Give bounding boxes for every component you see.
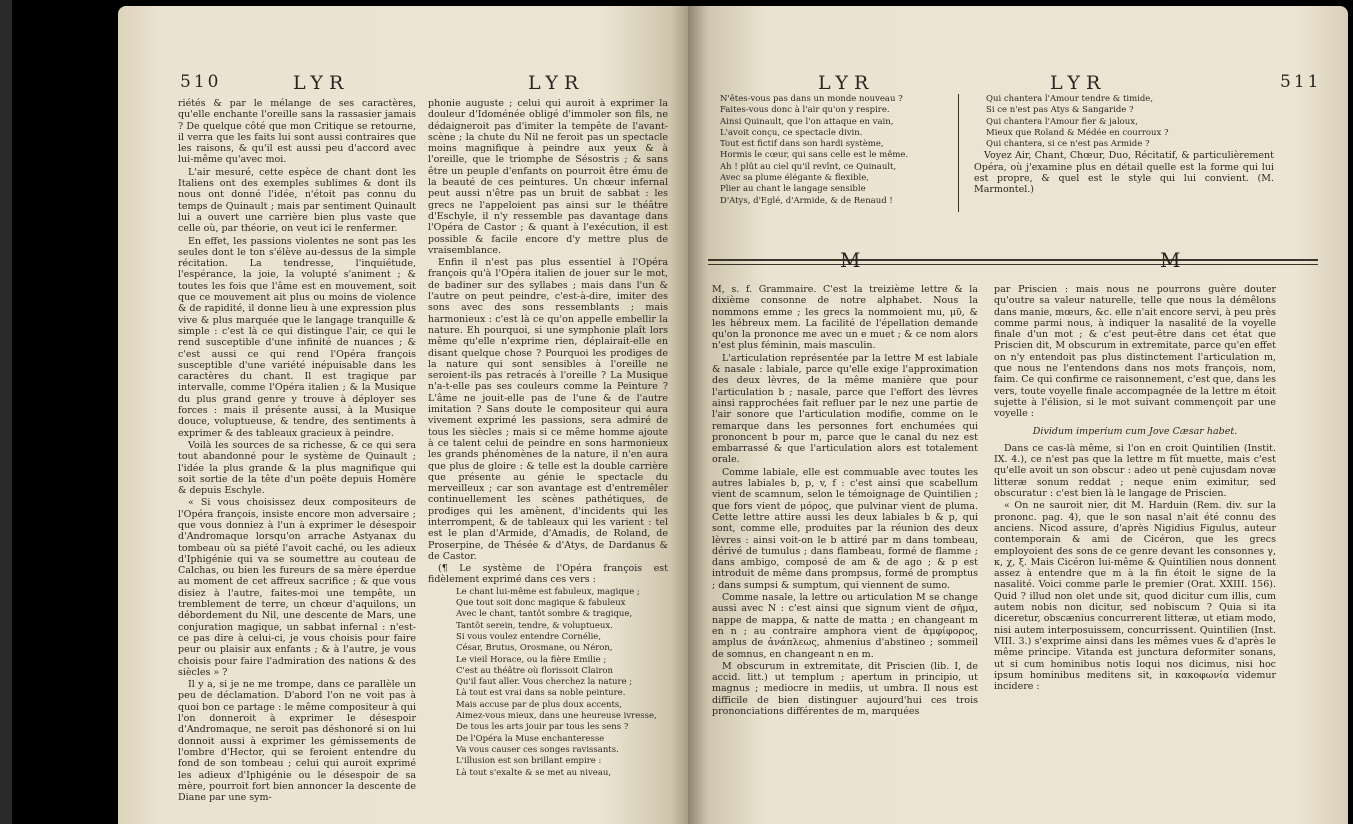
verse-line: Ainsi Quinault, que l'on attaque en vain, [720, 116, 894, 127]
running-header-right-2: LYR [1050, 72, 1107, 94]
verse-line: Qui chantera l'Amour fier & jaloux, [986, 116, 1138, 127]
paragraph: (¶ Le système de l'Opéra françois est fidèlement exprimé dans ces vers : [428, 563, 668, 586]
verse-line: Mieux que Roland & Médée en courroux ? [986, 127, 1169, 138]
page-number-right: 511 [1280, 72, 1322, 92]
verse-line: Que tout soit donc magique & fabuleux [456, 598, 626, 609]
verse-line: Avec sa plume élégante & flexible, [720, 173, 869, 184]
verse-line: César, Brutus, Orosmane, ou Néron, [456, 643, 613, 654]
page-number-left: 510 [180, 72, 222, 92]
paragraph: En effet, les passions violentes ne sont pas les seules dont le ton s'élève au-dessus de la simple récitation. La tendresse, l'inquiétude, l'espérance, la joie, la volupté s'animent ; & toutes les fois que l'âme est en mouvement, soit que ce mouvement ait plus ou moins de violence & de rapidité, il donne lieu à une expression plus vive & plus marquée que le langage tranquille & simple : c'est là ce qui distingue l'air, ce qui le rend susceptible d'une infinité de nuances ; & c'est aussi ce qui rend l'Opéra françois susceptible d'une variété inépuisable dans les caractères du chant. Il est tragique par intervalle, comme l'Opéra italien ; & la Musique du plus grand genre y trouve à déployer ses forces : mais il présente aussi, à la Musique douce, voluptueuse, & tendre, des sentiments à exprimer & des tableaux gracieux à peindre. [178, 235, 416, 439]
paragraph: par Priscien : mais nous ne pourrons guère douter qu'outre sa valeur naturelle, telle que nous la démêlons dans manie, mœurs, &c. elle n'ait encore servi, à peu près comme parmi nous, à indiquer la nasalité de la voyelle finale d'un mot ; & c'est peut-être dans cet état que Priscien dit, M obscurum in extremitate, parce qu'en effet on n'y entendoit pas plus distinctement l'articulation m, que nous ne l'entendons dans nos mots françois, nom, faim. Ce qui confirme ce raisonnement, c'est que, dans les vers, toute voyelle finale accompagnée de la lettre m étoit sujette à l'élision, si le mot suivant commençoit par une voyelle : [994, 284, 1276, 420]
paragraph: « Si vous choisissez deux compositeurs de l'Opéra françois, insiste encore mon adversaire ; que vous donniez à l'un à exprimer le désespoir d'Andromaque lorsqu'on arrache Astyanax du tombeau où sa piété l'avoit caché, ou les adieux d'Iphigénie qui va se soumettre au couteau de Calchas, ou bien les fureurs de sa mère éperdue au moment de cet affreux sacrifice ; & que vous disiez à l'autre, faites-moi une tempête, un tremblement de terre, un chœur d'aquilons, un débordement du Nil, une descente de Mars, une conjuration magique, un sabbat infernal : n'est-ce pas dire à celui-ci, je vous choisis pour faire peur ou plaisir aux enfants ; & à l'autre, je vous choisis pour faire l'admiration des nations & des siècles » ? [178, 497, 416, 678]
paragraph: Il y a, si je ne me trompe, dans ce parallèle un peu de déclamation. D'abord l'on ne voit pas à quoi bon ce partage : le même compositeur à qui l'on donneroit à exprimer le désespoir d'Andromaque, ne seroit pas déshonoré si on lui donnoit aussi à exprimer les gémissements de l'ombre d'Hector, qui se feroient entendre du fond de son tombeau ; celui qui auroit exprimé les adieux d'Iphigénie ou le désespoir de sa mère, pourroit fort bien annoncer la descente de Diane par une sym- [178, 679, 416, 804]
top-left-verse [708, 94, 960, 207]
verse-line: Qui chantera, si ce n'est pas Armide ? [986, 139, 1150, 150]
verse-line: N'êtes-vous pas dans un monde nouveau ? [720, 94, 903, 104]
paragraph: Dans ce cas-là même, si l'on en croit Quintilien (Instit. IX. 4.), ce n'est pas que la lettre m fût muette, mais c'est qu'elle avoit un son obscur : adeo ut penè cujusdam novæ litteræ sonum reddat ; neque enim eximitur, sed obscuratur : c'est bien là le langage de Priscien. [994, 442, 1276, 500]
verse-line: Qui chantera l'Amour tendre & timide, [986, 94, 1154, 104]
verse-line: Avec le chant, tantôt sombre & tragique, [456, 609, 633, 620]
paragraph: phonie auguste ; celui qui auroit à exprimer la douleur d'Idoménée obligé d'immoler son fils, ne dédaigneroit pas d'imiter la tempête de l'avant-scène ; la chute du Nil ne feroit pas un spectacle moins magnifique à peindre aux yeux & à l'oreille, que le triomphe de Sésostris ; & sans être un peuple d'enfants on pourroit être ému de la beauté de ces peintures. Un chœur infernal peut aussi n'être pas un bruit de sabbat : les grecs ne l'appeloient pas ainsi sur le théâtre d'Eschyle, il n'y ressemble pas davantage dans l'Opéra de Castor ; & quant à l'exécution, il est possible & facile encore d'y mettre plus de vraisemblance. [428, 98, 668, 256]
verse-line: Tantôt serein, tendre, & voluptueux. [456, 620, 613, 631]
right-column-2 [994, 284, 1276, 819]
section-rule-thin [708, 264, 1318, 265]
verse-block [428, 587, 668, 779]
verse-line: Aimez-vous mieux, dans une heureuse ivresse, [456, 711, 657, 722]
running-header-left-1: LYR [293, 72, 350, 94]
right-column-1 [712, 284, 978, 819]
verse-line: Là tout est vrai dans sa noble peinture. [456, 688, 626, 699]
running-header-left-2: LYR [528, 72, 585, 94]
verse-line: Mais accuse par de plus doux accents, [456, 699, 622, 710]
verse-line: Si ce n'est pas Atys & Sangaride ? [986, 105, 1134, 116]
section-letter-right: M [1160, 248, 1181, 272]
paragraph: Voilà les sources de sa richesse, & ce qui sera tout abandonné pour le système de Quinault ; l'idée la plus grande & la plus magnifique qui soit sortie de la tête d'un poëte depuis Homère & depuis Eschyle. [178, 439, 416, 497]
book-spread [8, 6, 1348, 824]
left-column-1 [178, 98, 416, 818]
verse-line: Si vous voulez entendre Cornélie, [456, 631, 602, 642]
verse-line: Là tout s'exalte & se met au niveau, [456, 767, 612, 778]
verse-line: Hormis le cœur, qui sans celle est le même. [720, 150, 909, 161]
paragraph: Enfin il n'est pas plus essentiel à l'Opéra françois qu'à l'Opéra italien de jouer sur le mot, de badiner sur des syllabes ; mais dans l'un & l'autre on peut peindre, c'est-à-dire, imiter des sons avec des sons ressemblants ; mais harmonieux : c'est là ce qu'on appelle embellir la nature. Eh pourquoi, si une symphonie plaît lors même qu'elle n'exprime rien, déplairait-elle en disant quelque chose ? Pourquoi les prodiges de la nature qui sont sensibles à l'oreille ne seroient-ils pas retracés à l'oreille ? La Musique n'a-t-elle pas ses couleurs comme la Peinture ? L'âme ne jouit-elle pas de l'une & de l'autre imitation ? Sans doute le compositeur qui aura vivement exprimé les passions, sera admiré de tous les siècles ; mais si ce même homme ajoute à ce talent celui de peindre en sons harmonieux les grands phénomènes de la nature, il n'en aura que plus de gloire : & telle est la double carrière que présente au génie le spectacle du merveilleux ; car son avantage est d'entremêler continuellement les scènes pathétiques, de prodiges qui les amènent, d'incidents qui les interrompent, & de tableaux qui les varient : tel est le plan d'Armide, d'Amadis, de Roland, de Proserpine, de Thésée & d'Atys, de Dardanus & de Castor. [428, 257, 668, 562]
verse-line: De tous les arts jouir par tous les sens ? [456, 722, 629, 733]
paragraph: riétés & par le mélange de ses caractères, qu'elle enchante l'oreille sans la rassasier jamais ? De quelque côté que mon Critique se retourne, il verra que les faits lui sont aussi contraires que les raisons, & qu'il est aussi peu d'accord avec lui-même qu'avec moi. [178, 98, 416, 166]
section-letter-left: M [840, 248, 861, 272]
paragraph: M obscurum in extremitate, dit Priscien (lib. I, de accid. litt.) ut templum ; apertum in principio, ut magnus ; mediocre in mediis, ut umbra. Il nous est difficile de bien distinguer aujourd'hui ces trois prononciations différentes de m, marquées [712, 660, 978, 717]
verse-line: Faites-vous donc à l'air qu'on y respire. [720, 105, 890, 116]
paragraph: M, s. f. Grammaire. C'est la treizième lettre & la dixième consonne de notre alphabet. Nous la nommons emme ; les grecs la nommoient mu, μῦ, & les hébreux mem. La facilité de l'épellation demande qu'on la prononce me avec un e muet ; & ce nom alors n'est plus féminin, mais masculin. [712, 284, 978, 352]
verse-line: Le chant lui-même est fabuleux, magique ; [456, 586, 640, 597]
verse-line: L'avoit conçu, ce spectacle divin. [720, 127, 863, 138]
paragraph: L'air mesuré, cette espèce de chant dont les Italiens ont des exemples sublimes & dont ils nous ont donné l'idée, n'étoit pas connu du temps de Quinault ; mais par sentiment Quinault lui a ouvert une carrière bien plus vaste que celle où, par théorie, on veut ici le renfermer. [178, 166, 416, 235]
left-column-2 [428, 98, 668, 818]
paragraph: L'articulation représentée par la lettre M est labiale & nasale : labiale, parce qu'elle exige l'approximation des deux lèvres, de la même manière que pour l'articulation b ; nasale, parce que l'effort des lèvres ainsi rapprochées fait refluer par le nez une partie de l'air sonore que l'articulation modifie, comme on le remarque dans les personnes fort enchumées qui prononcent b pour m, parce que le canal du nez est embarrassé & que l'articulation alors est totalement orale. [712, 352, 978, 466]
verse-quotation: Dividum imperium cum Jove Cæsar habet. [1032, 425, 1238, 437]
verse-line: D'Atys, d'Eglé, d'Armide, & de Renaud ! [720, 195, 893, 206]
paragraph: Comme nasale, la lettre ou articulation M se change aussi avec N : c'est ainsi que signum vient de σῆμα, nappe de mappa, & natte de matta ; en changeant m en n ; au contraire amphora vient de ἀμφίφορος, amplus de ἀνάπλεως, ahmenius d'abstineo ; sommeil de somnus, en changeant n en m. [712, 592, 978, 660]
paragraph: « On ne sauroit nier, dit M. Harduin (Rem. div. sur la prononc. pag. 4), que le son nasal n'ait été connu des anciens. Nicod assure, d'après Nigidius Figulus, auteur contemporain & ami de Cicéron, que les grecs employoient des sons de ce genre devant les consonnes γ, κ, χ, ξ. Mais Cicéron lui-même & Quintilien nous donnent assez à entendre que m à la fin étoit le signe de la nasalité. Voici comme parle le premier (Orat. XXIII. 156). Quid ? illud non olet unde sit, quod dicitur cum illis, cum autem nobis non dicitur, sed nobiscum ? Quia si ita diceretur, obscænius concurrerent litteræ, ut etiam modo, nisi autem interposuissem, concurrissent. Quintilien (Inst. VIII. 3.) s'exprime ainsi dans les mêmes vues & d'après le même principe. Vitanda est junctura deformiter sonans, ut si cum hominibus notis loqui nos dicimus, nisi hoc ipsum hominibus meditens sit, in κακοφωνία videmur incidere : [994, 500, 1276, 693]
verse-line: L'illusion est son brillant empire : [456, 756, 602, 767]
verse-line: Ah ! plût au ciel qu'il revînt, ce Quinault, [720, 161, 897, 172]
verse-line: C'est au théâtre où florissoit Clairon [456, 665, 613, 676]
verse-line: Plier au chant le langage sensible [720, 184, 866, 195]
verse-line: De l'Opéra la Muse enchanteresse [456, 733, 605, 744]
verse-line: Va vous causer ces songes ravissants. [456, 744, 619, 755]
paragraph: Comme labiale, elle est commuable avec toutes les autres labiales b, p, v, f : c'est ainsi que scabellum vient de scamnum, selon le témoignage de Quintilien ; que fors vient de μόρος, que pulvinar vient de pluma. Cette lettre attire aussi les deux labiales b & p, qui sont, comme elle, produites par la réunion des deux lèvres : ainsi voit-on le b attiré par m dans tombeau, dérivé de tumulus ; dans flambeau, formé de flamme ; dans ambigo, composé de am & de ago ; & p est introduit de même dans prompsus, formé de promptus ; dans sumpsi & sumptum, qui viennent de sumo. [712, 466, 978, 591]
verse-block [974, 94, 1274, 150]
verse-line: Le vieil Horace, ou la fière Emilie ; [456, 654, 607, 665]
top-right-block [974, 94, 1274, 197]
verse-line: Tout est fictif dans son hardi système, [720, 139, 884, 150]
verse-line: Qu'il faut aller. Vous cherchez la nature ; [456, 677, 633, 688]
section-rule-thick [708, 259, 1318, 261]
running-header-right-1: LYR [818, 72, 875, 94]
column-divider [958, 94, 959, 212]
cross-reference: Voyez Air, Chant, Chœur, Duo, Récitatif, & particulièrement Opéra, où j'examine plus en détail quelle est la forme qui lui est propre, & quel est le style qui lui convient. (M. Marmontel.) [974, 150, 1274, 196]
left-page [118, 6, 688, 824]
right-page [688, 6, 1348, 824]
